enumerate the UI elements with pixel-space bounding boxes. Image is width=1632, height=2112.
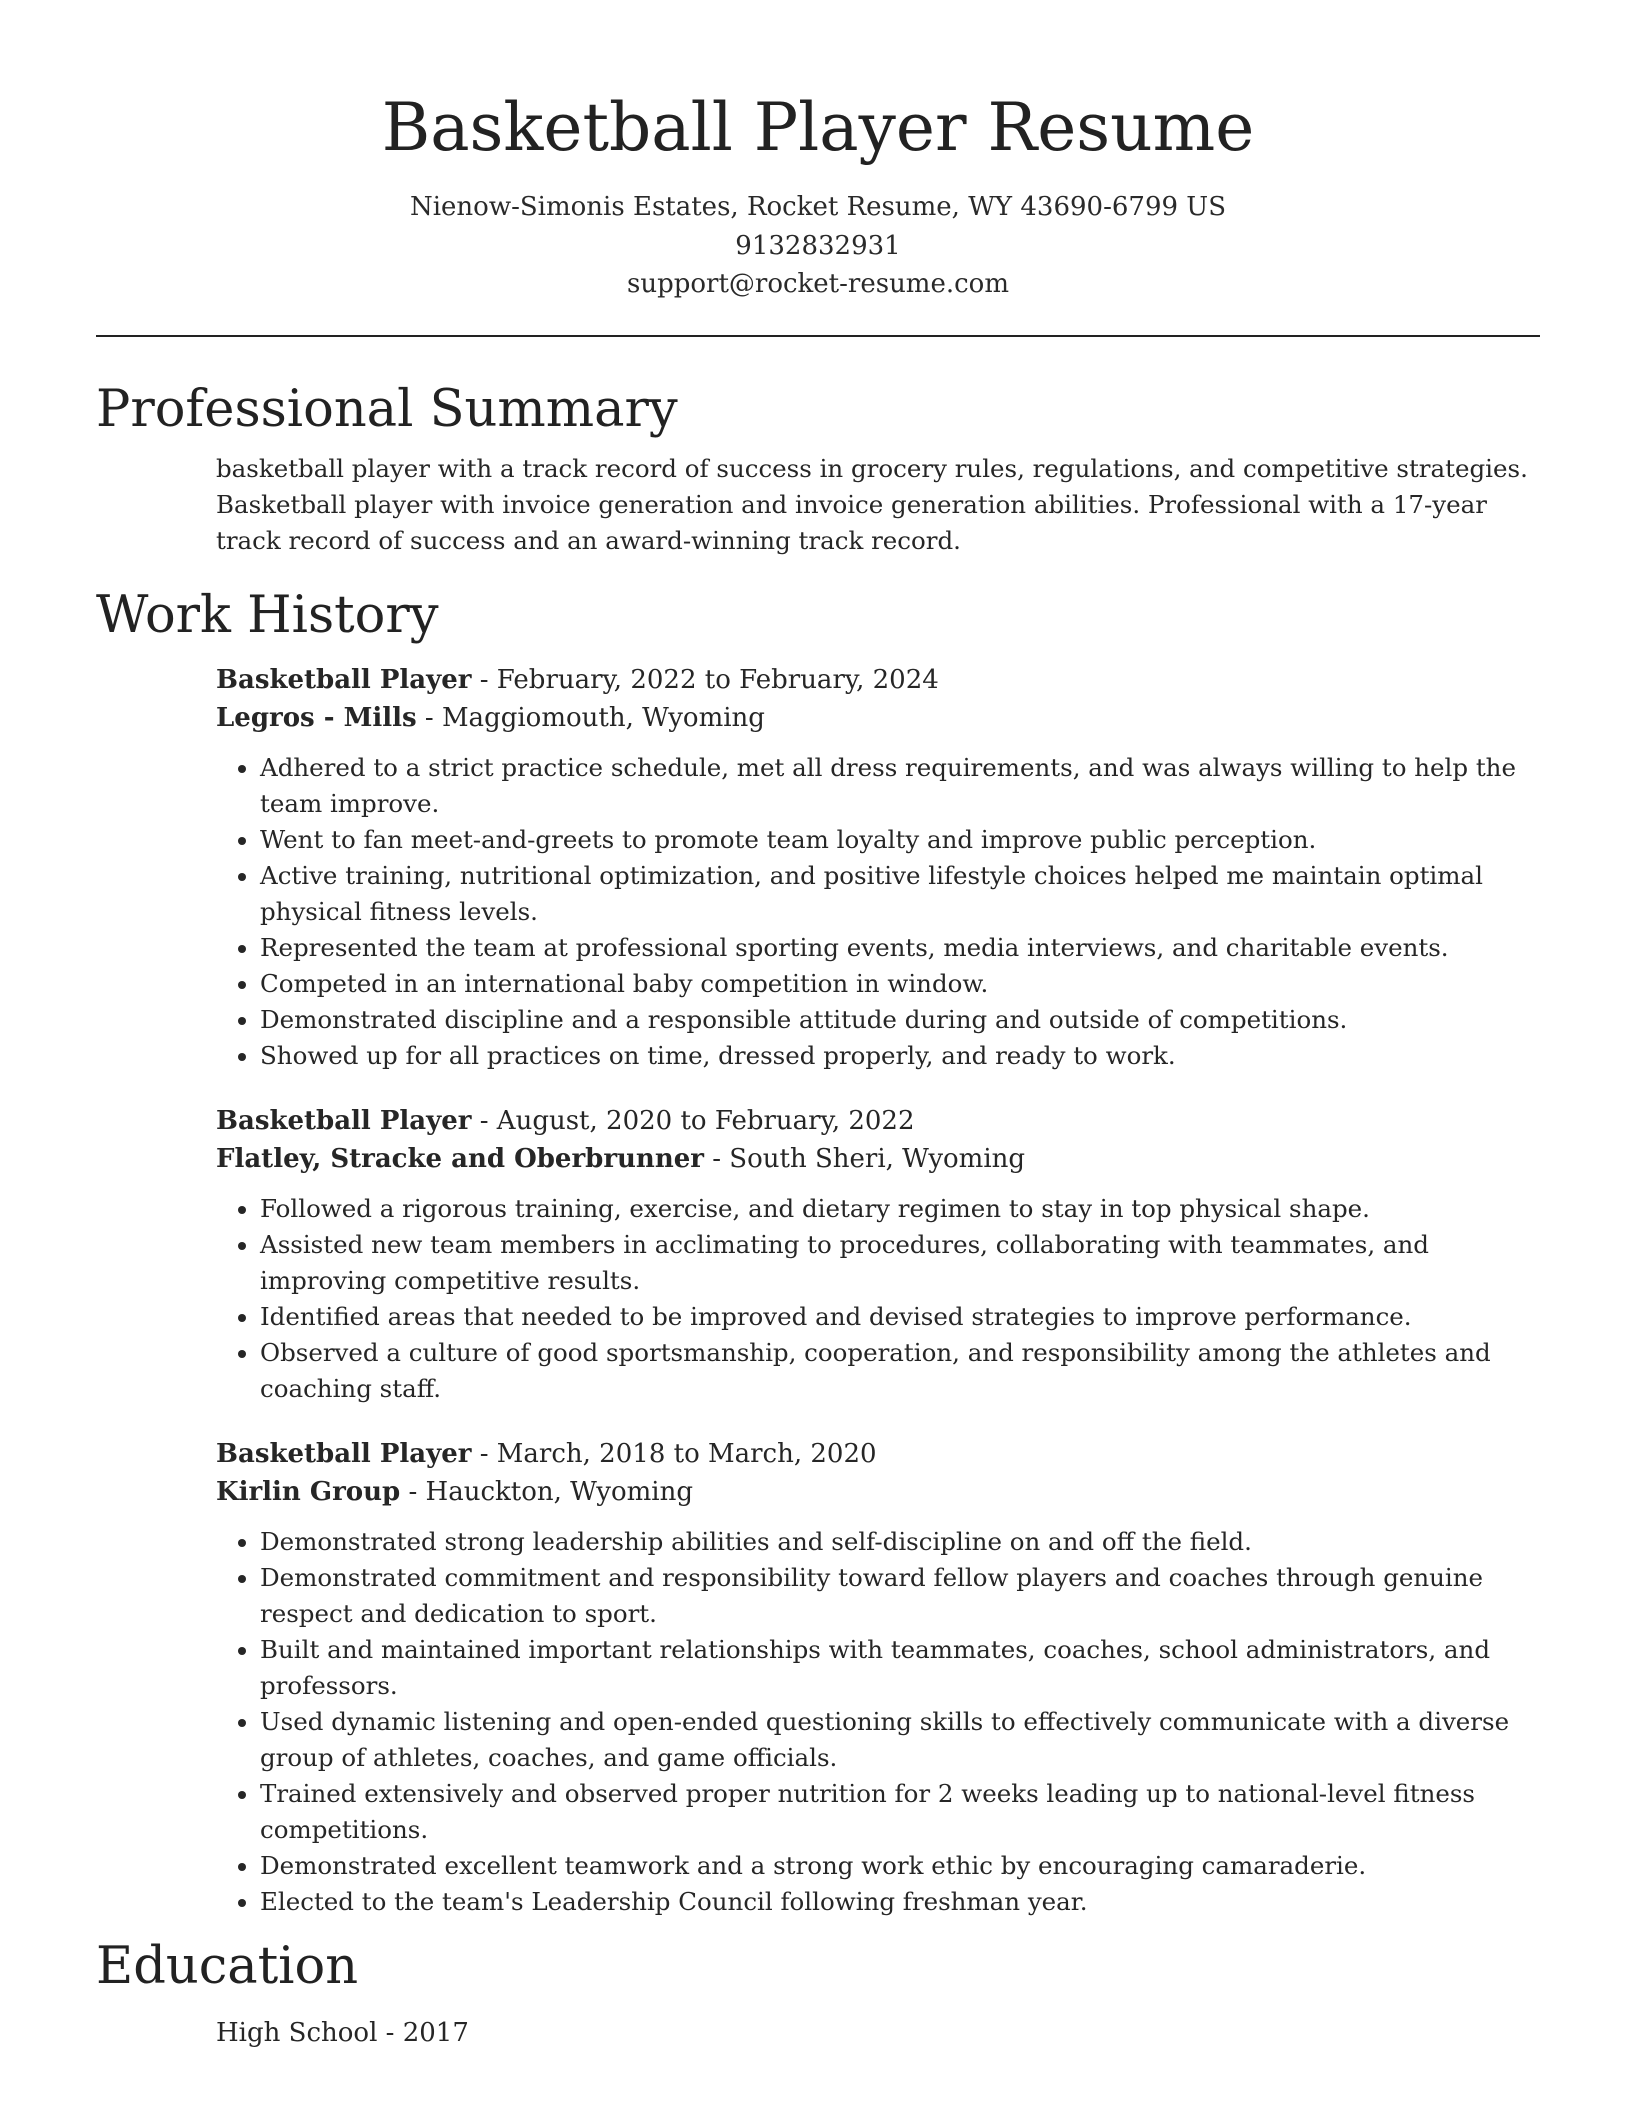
job-bullets [216,1524,1540,1920]
resume-page [96,0,1540,2052]
job-bullets [216,750,1540,1074]
job-bullet: • Built and maintained important relationships with teammates, coaches, school administrators, and professors. [260,1632,1540,1704]
job-role: Basketball Player [216,664,472,695]
resume-title: Basketball Player Resume [381,89,1255,166]
job-bullet: • Observed a culture of good sportsmanship, cooperation, and responsibility among the athletes and coaching staff. [260,1335,1540,1407]
job-bullets [216,1191,1540,1407]
job-bullet: • Represented the team at professional sporting events, media interviews, and charitable events. [260,930,1540,966]
job-title-line [216,661,1540,699]
job-bullet: • Identified areas that needed to be improved and devised strategies to improve performance. [260,1299,1540,1335]
job-entry [216,661,1540,1074]
education-entry: High School - 2017 [216,2017,469,2048]
job-bullet: • Demonstrated strong leadership abilities and self-discipline on and off the field. [260,1524,1540,1560]
job-dates: - August, 2020 to February, 2022 [471,1105,915,1136]
job-bullet: • Elected to the team's Leadership Council following freshman year. [260,1884,1540,1920]
job-role: Basketball Player [216,1438,472,1469]
job-bullet: • Went to fan meet-and-greets to promote team loyalty and improve public perception. [260,822,1540,858]
contact-phone: 9132832931 [735,230,901,261]
job-bullet: • Trained extensively and observed proper nutrition for 2 weeks leading up to national-level fitness competitions. [260,1776,1540,1848]
job-company-line [216,699,1540,737]
job-dates: - February, 2022 to February, 2024 [471,664,939,695]
job-company: Legros - Mills [216,702,417,733]
job-bullet: • Demonstrated excellent teamwork and a strong work ethic by encouraging camaraderie. [260,1848,1540,1884]
summary-text: basketball player with a track record of success in grocery rules, regulations, and competitive strategies. Basketball player with invoice generation and invoice generation abilities. Professional with a 17-year track record of success and an award-winning track record. [216,453,1528,555]
job-bullet: • Demonstrated commitment and responsibility toward fellow players and coaches through genuine respect and dedication to sport. [260,1560,1540,1632]
summary-heading: Professional Summary [96,379,678,439]
education-heading: Education [96,1936,359,1996]
job-company-line [216,1140,1540,1178]
work-history-heading: Work History [96,585,439,645]
job-bullet: • Competed in an international baby competition in window. [260,966,1540,1002]
job-bullet: • Assisted new team members in acclimating to procedures, collaborating with teammates, and improving competitive results. [260,1227,1540,1299]
job-company: Kirlin Group [216,1476,401,1507]
job-bullet: • Followed a rigorous training, exercise, and dietary regimen to stay in top physical shape. [260,1191,1540,1227]
job-location: - Hauckton, Wyoming [400,1476,693,1507]
job-entry [216,1435,1540,1920]
job-bullet: • Demonstrated discipline and a responsible attitude during and outside of competitions. [260,1002,1540,1038]
contact-email: support@rocket-resume.com [626,269,1009,299]
job-bullet: • Used dynamic listening and open-ended questioning skills to effectively communicate with a diverse group of athletes, coaches, and game officials. [260,1704,1540,1776]
resume-header [96,0,1540,304]
job-bullet: • Active training, nutritional optimization, and positive lifestyle choices helped me maintain optimal physical fitness levels. [260,858,1540,930]
job-company-line [216,1473,1540,1511]
job-location: - Maggiomouth, Wyoming [416,702,765,733]
job-bullet: • Showed up for all practices on time, dressed properly, and ready to work. [260,1038,1540,1074]
job-title-line [216,1102,1540,1140]
job-location: - South Sheri, Wyoming [703,1143,1026,1174]
contact-info [96,188,1540,304]
work-history-list [216,661,1540,1920]
header-divider [96,335,1540,337]
job-title-line [216,1435,1540,1473]
job-bullet: • Adhered to a strict practice schedule, met all dress requirements, and was always willing to help the team improve. [260,750,1540,822]
job-entry [216,1102,1540,1407]
job-company: Flatley, Stracke and Oberbrunner [216,1143,704,1174]
contact-address: Nienow-Simonis Estates, Rocket Resume, WY 43690-6799 US [409,192,1227,222]
job-dates: - March, 2018 to March, 2020 [471,1438,877,1469]
job-role: Basketball Player [216,1105,472,1136]
